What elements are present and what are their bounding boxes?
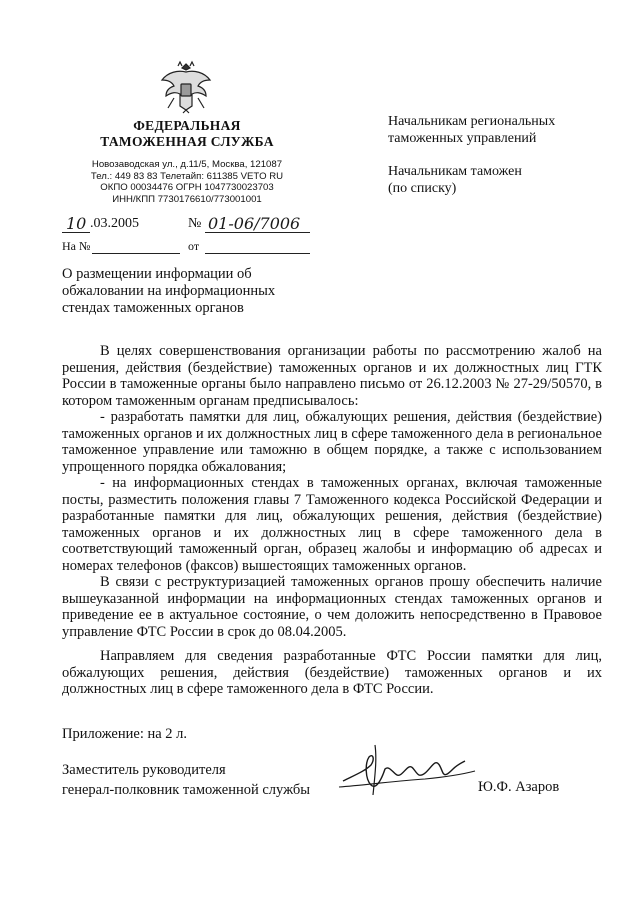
letter-body [62,343,602,698]
date-handwritten: 10 [66,214,87,233]
recipient-line: (по списку) [388,181,457,196]
signatory-title-line: Заместитель руководителя [62,762,226,778]
body-paragraph: - разработать памятки для лиц, обжалующих решения, действия (бездействие) таможенных органов и их должностных лиц в сфере таможенного дела в региональное таможенное управление или таможню в общем порядке, а также с использованием упрощенного порядка обжалования; [62,409,602,475]
coat-of-arms-emblem [158,58,214,114]
recipient-line: Начальникам таможен [388,164,522,179]
phone-line: Тел.: 449 83 83 Телетайп: 611385 VETO RU [90,170,284,182]
address-line: Новозаводская ул., д.11/5, Москва, 121087 [91,159,283,170]
from-label: от [188,239,200,253]
recipient-block-1 [388,113,608,147]
letter-subject [62,266,362,317]
date-printed: .03.2005 [90,216,139,231]
inn-line: ИНН/КПП 7730176610/773001001 [112,193,262,205]
org-name-line2: ТАМОЖЕННАЯ СЛУЖБА [100,134,274,149]
recipient-block-2 [388,163,608,197]
from-underline [205,253,310,254]
body-paragraph: В целях совершенствования организации работы по рассмотрению жалоб на решения, действия (бездействие) таможенных органов и их должностных лиц ГТК России в таможенные органы было направлено письмо от 26.12.2003 № 27-29/50570, в котором таможенным органам предписывалось: [62,343,602,409]
body-paragraph: В связи с реструктуризацией таможенных органов прошу обеспечить наличие вышеуказанной информации на информационных стендах таможенных органов и приведение ее в актуальное состояние, о чем доложить непосредственно в Правовое управление ФТС России в срок до 08.04.2005. [62,574,602,640]
signatory-name: Ю.Ф. Азаров [478,779,560,795]
subject-line: О размещении информации об [62,266,252,282]
date-underline [62,232,90,233]
subject-line: обжаловании на информационных [62,283,276,299]
ref-label: На № [62,239,91,253]
org-name-line1: ФЕДЕРАЛЬНАЯ [133,118,241,133]
ref-underline [92,253,180,254]
number-handwritten: 01-06/7006 [208,214,301,233]
subject-line: стендах таможенных органов [62,300,244,316]
attachment-note: Приложение: на 2 л. [62,726,188,742]
number-label: № [188,216,202,231]
signatory-title [62,760,310,800]
body-paragraph: - на информационных стендах в таможенных органах, включая таможенные посты, разместить положения главы 7 Таможенного кодекса Российской Федерации и разработанные памятки для лиц, обжалующих решения, действия (бездействие) таможенных органов и их должностных лиц в сфере таможенного дела в соответствующий таможенный орган, образец жалобы и информацию об адресах и номерах телефонов (факсов) вышестоящих таможенных органов. [62,475,602,574]
body-paragraph: Направляем для сведения разработанные ФТС России памятки для лиц, обжалующих решения, действия (бездействие) таможенных органов и их должностных лиц в сфере таможенного дела в ФТС России. [62,648,602,697]
handwritten-signature [335,735,495,805]
recipient-line: таможенных управлений [388,131,537,146]
signatory-title-line: генерал-полковник таможенной службы [62,782,311,798]
org-address-block [62,159,312,205]
okpo-line: ОКПО 00034476 ОГРН 1047730023703 [100,182,274,193]
number-underline [205,232,310,233]
recipient-line: Начальникам региональных [388,114,556,129]
